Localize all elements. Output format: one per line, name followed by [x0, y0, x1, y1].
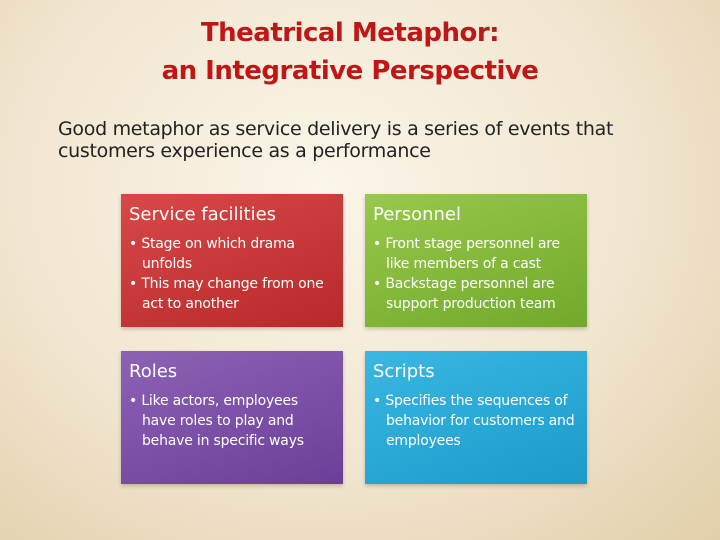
card-heading: Scripts	[373, 361, 435, 382]
card-bullets	[129, 234, 335, 314]
slide-title	[0, 14, 700, 90]
intro-text: Good metaphor as service delivery is a series of events that customers experience as a performance	[58, 118, 614, 162]
bullet-item: • Like actors, employees have roles to play and behave in specific ways	[129, 391, 335, 451]
bullet-item: • Specifies the sequences of behavior for customers and employees	[373, 391, 579, 451]
title-line-1: Theatrical Metaphor:	[200, 18, 500, 48]
card-bullets	[373, 391, 579, 451]
scripts-card	[365, 351, 587, 484]
bullet-item: • Backstage personnel are support production team	[373, 274, 579, 314]
card-heading: Roles	[129, 361, 178, 382]
card-heading: Service facilities	[129, 204, 277, 225]
roles-card	[121, 351, 343, 484]
card-heading: Personnel	[373, 204, 461, 225]
bullet-item: • Stage on which drama unfolds	[129, 234, 335, 274]
personnel-card	[365, 194, 587, 327]
bullet-item: • Front stage personnel are like members of a cast	[373, 234, 579, 274]
service-facilities-card	[121, 194, 343, 327]
card-bullets	[373, 234, 579, 314]
bullet-item: • This may change from one act to another	[129, 274, 335, 314]
card-bullets	[129, 391, 335, 451]
title-line-2: an Integrative Perspective	[161, 56, 539, 86]
